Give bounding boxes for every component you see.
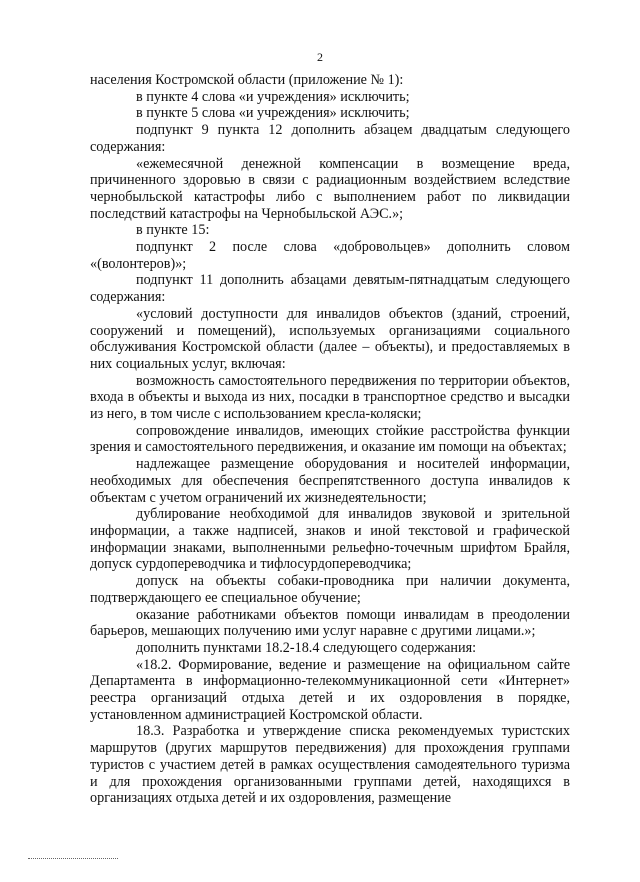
paragraph: подпункт 9 пункта 12 дополнить абзацем двадцатым следующего содержания:: [90, 122, 570, 155]
paragraph: подпункт 2 после слова «добровольцев» дополнить словом «(волонтеров)»;: [90, 239, 570, 272]
paragraph: в пункте 5 слова «и учреждения» исключить;: [136, 105, 410, 122]
paragraph: сопровождение инвалидов, имеющих стойкие расстройства функции зрения и самостоятельного передвижения, и оказание им помощи на объектах;: [90, 422, 570, 456]
paragraph: дополнить пунктами 18.2-18.4 следующего содержания:: [136, 639, 477, 656]
paragraph: возможность самостоятельного передвижения по территории объектов, входа в объекты и выхода из них, посадки в транспортное средство и высадки из него, в том числе с использованием кресла-коляски;: [90, 372, 570, 423]
paragraph: населения Костромской области (приложение № 1):: [90, 72, 404, 88]
footer-divider: [28, 858, 118, 859]
document-body: [90, 72, 570, 807]
paragraph: надлежащее размещение оборудования и носителей информации, необходимых для обеспечения беспрепятственного доступа инвалидов к объектам с учетом ограничений их жизнедеятельности;: [90, 456, 570, 506]
paragraph: подпункт 11 дополнить абзацами девятым-пятнадцатым следующего содержания:: [90, 272, 570, 306]
paragraph: дублирование необходимой для инвалидов звуковой и зрительной информации, а также надписей, знаков и иной текстовой и графической информации знаками, выполненными рельефно-точечным шрифтом Брайля, допуск сурдопереводчика и тифлосурдопереводчика;: [90, 506, 570, 573]
paragraph: в пункте 15:: [136, 222, 210, 239]
page-number: 2: [317, 50, 323, 64]
paragraph: «условий доступности для инвалидов объектов (зданий, строений, сооружений и помещений), используемых организациями социального обслуживания Костромской области (далее – объекты), и предоставляемых в них социальных услуг, включая:: [90, 305, 570, 372]
paragraph: в пункте 4 слова «и учреждения» исключить;: [136, 88, 410, 105]
paragraph: 18.3. Разработка и утверждение списка рекомендуемых туристских маршрутов (других маршрутов передвижения) для прохождения группами туристов с участием детей в рамках осуществления самодеятельного туризма и для прохождения организованными группами детей, находящихся в организациях отдыха детей и их оздоровления, размещение: [90, 723, 570, 807]
paragraph: оказание работниками объектов помощи инвалидам в преодолении барьеров, мешающих получению ими услуг наравне с другими лицами.»;: [90, 606, 570, 640]
paragraph: допуск на объекты собаки-проводника при наличии документа, подтверждающего ее специальное обучение;: [90, 573, 570, 606]
paragraph: «ежемесячной денежной компенсации в возмещение вреда, причиненного здоровью в связи с радиационным воздействием вследствие чернобыльской катастрофы либо с выполнением работ по ликвидации последствий катастрофы на Чернобыльской АЭС.»;: [90, 155, 570, 222]
paragraph: «18.2. Формирование, ведение и размещение на официальном сайте Департамента в информационно-телекоммуникационной сети «Интернет» реестра организаций отдыха детей и их оздоровления в порядке, установленном администрацией Костромской области.: [90, 656, 570, 723]
